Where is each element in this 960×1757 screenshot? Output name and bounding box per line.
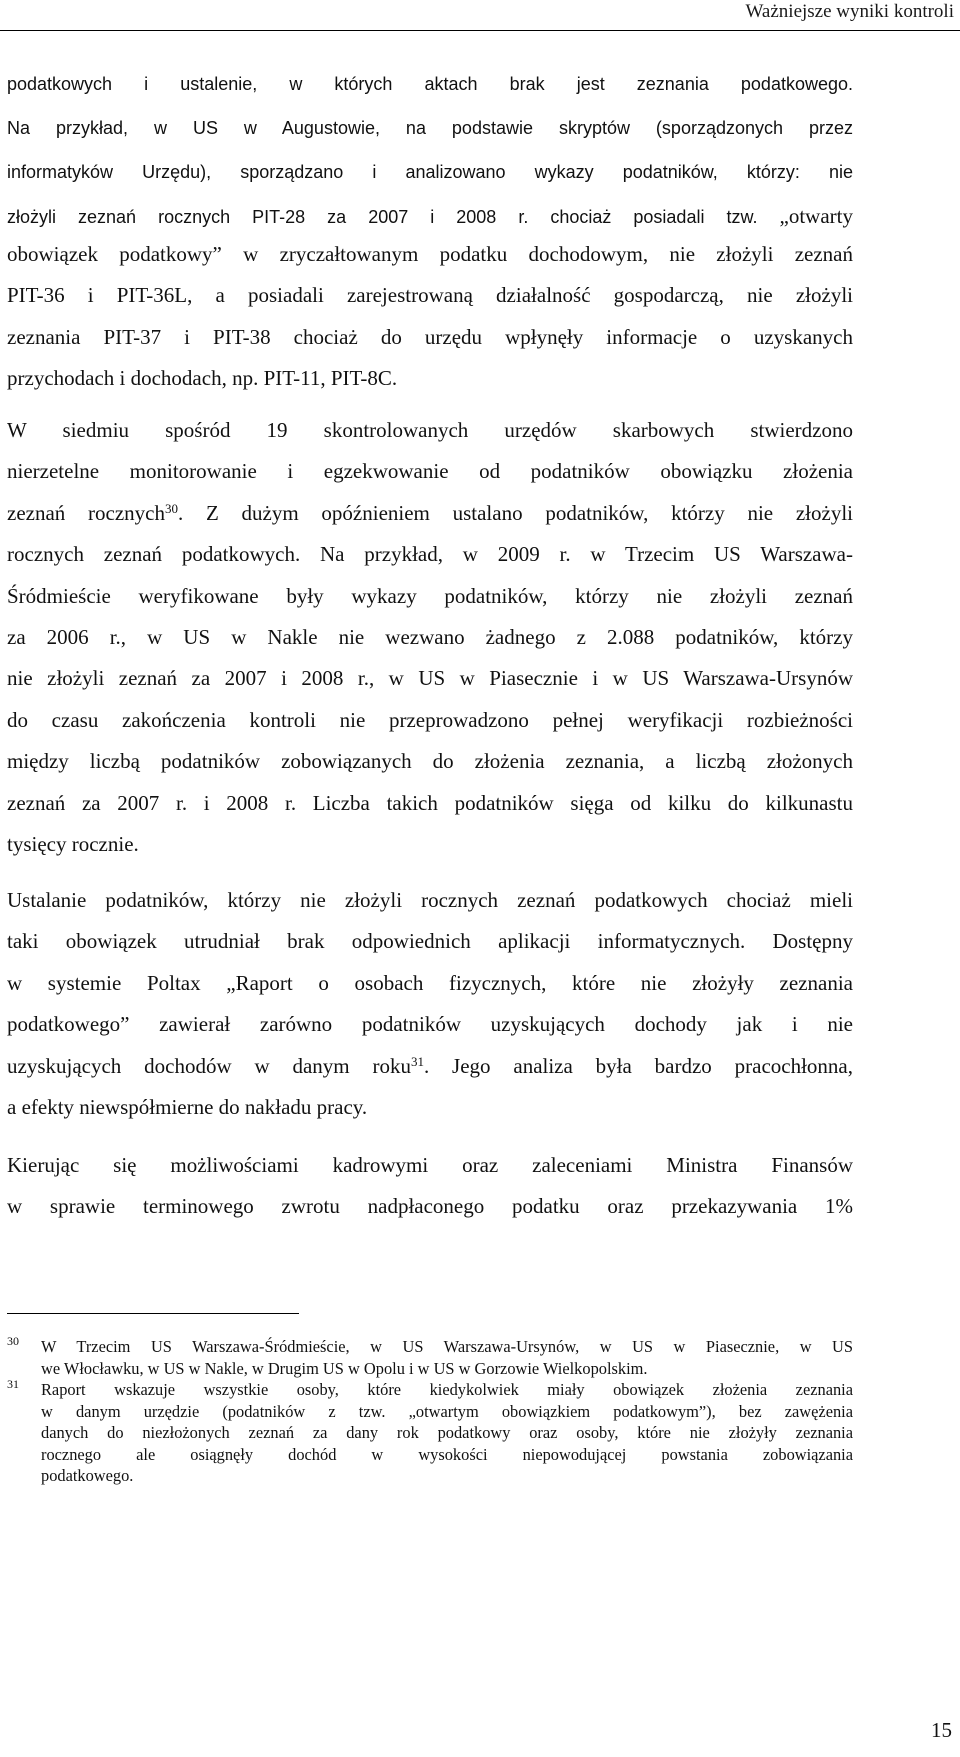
text-line: nierzetelne monitorowanie i egzekwowanie od podatników obowiązku złożenia — [7, 459, 853, 484]
text-line: Śródmieście weryfikowane były wykazy podatników, którzy nie złożyli zeznań — [7, 583, 853, 608]
page-number: 15 — [931, 1718, 952, 1742]
footnote-line: danych do niezłożonych zeznań za dany rok podatkowy oraz osoby, które nie złożyły zeznania — [41, 1423, 853, 1442]
footnote-line: Raport wskazuje wszystkie osoby, które kiedykolwiek miały obowiązek złożenia zeznania — [41, 1380, 853, 1399]
header-rule — [0, 30, 960, 31]
footnote-line: W Trzecim US Warszawa-Śródmieście, w US Warszawa-Ursynów, w US w Piasecznie, w US — [41, 1337, 853, 1356]
text-line — [7, 1046, 853, 1087]
footnote-line: we Włocławku, w US w Nakle, w Drugim US w Opolu i w US w Gorzowie Wielkopolskim. — [41, 1358, 648, 1378]
text-fragment: złożyli zeznań rocznych PIT-28 za 2007 i 2008 r. chociaż posiadali tzw. — [7, 207, 758, 227]
text-line: zeznań za 2007 r. i 2008 r. Liczba takich podatników sięga od kilku do kilkunastu — [7, 790, 853, 815]
text-line: przychodach i dochodach, np. PIT-11, PIT-8C. — [7, 366, 398, 391]
body-block-sans — [7, 62, 853, 238]
footnote-line: podatkowego. — [41, 1466, 134, 1485]
text-line — [7, 194, 853, 238]
text-line: między liczbą podatników zobowiązanych do złożenia zeznania, a liczbą złożonych — [7, 749, 853, 774]
quote-fragment: „otwarty — [779, 204, 853, 228]
footnote-number: 31 — [7, 1377, 19, 1391]
text-line: w sprawie terminowego zwrotu nadpłaconego podatku oraz przekazywania 1% — [7, 1194, 853, 1219]
footnote-number: 30 — [7, 1334, 19, 1348]
text-fragment: . Z dużym opóźnieniem ustalano podatników, którzy nie złożyli — [177, 500, 853, 525]
text-line: a efekty niewspółmierne do nakładu pracy. — [7, 1094, 368, 1119]
footnote-30 — [7, 1336, 853, 1379]
text-line: nie złożyli zeznań za 2007 i 2008 r., w US w Piasecznie i w US Warszawa-Ursynów — [7, 666, 853, 691]
text-line: w systemie Poltax „Raport o osobach fizycznych, które nie złożyły zeznania — [7, 970, 853, 995]
text-line: Kierując się możliwościami kadrowymi oraz zaleceniami Ministra Finansów — [7, 1153, 853, 1177]
footnote-separator — [7, 1313, 299, 1314]
footnote-line: rocznego ale osiągnęły dochód w wysokości niepowodującej powstania zobowiązania — [41, 1444, 853, 1464]
text-fragment: . Jego analiza była bardzo pracochłonna, — [423, 1053, 853, 1078]
text-line: W siedmiu spośród 19 skontrolowanych urzędów skarbowych stwierdzono — [7, 418, 853, 442]
text-line: taki obowiązek utrudniał brak odpowiednich aplikacji informatycznych. Dostępny — [7, 929, 853, 954]
footnote-31 — [7, 1379, 853, 1487]
running-title: Ważniejsze wyniki kontroli — [745, 1, 954, 22]
footnote-ref-31[interactable]: 31 — [410, 1053, 424, 1069]
text-line: tysięcy rocznie. — [7, 831, 139, 856]
footnotes — [7, 1336, 853, 1487]
text-line — [7, 493, 853, 534]
text-line: informatyków Urzędu), sporządzano i analizowano wykazy podatników, którzy: nie — [7, 162, 853, 182]
text-fragment: uzyskujących dochodów w danym roku — [7, 1053, 411, 1078]
text-line: PIT-36 i PIT-36L, a posiadali zarejestrowaną działalność gospodarczą, nie złożyli — [7, 283, 853, 308]
text-line: podatkowego” zawierał zarówno podatników uzyskujących dochody jak i nie — [7, 1012, 853, 1037]
text-line: zeznania PIT-37 i PIT-38 chociaż do urzędu wpłynęły informacje o uzyskanych — [7, 324, 853, 349]
text-line: rocznych zeznań podatkowych. Na przykład, w 2009 r. w Trzecim US Warszawa- — [7, 542, 853, 567]
text-fragment: zeznań rocznych — [7, 500, 165, 525]
text-line: do czasu zakończenia kontroli nie przeprowadzono pełnej weryfikacji rozbieżności — [7, 707, 853, 732]
text-line: za 2006 r., w US w Nakle nie wezwano żadnego z 2.088 podatników, którzy — [7, 624, 853, 649]
paragraph-2 — [7, 410, 853, 865]
footnote-ref-30[interactable]: 30 — [164, 500, 178, 516]
paragraph-1 — [7, 234, 853, 400]
text-line: obowiązek podatkowy” w zryczałtowanym podatku dochodowym, nie złożyli zeznań — [7, 242, 853, 266]
running-header — [0, 0, 960, 30]
footnote-line: w danym urzędzie (podatników z tzw. „otwartym obowiązkiem podatkowym”), bez zawężenia — [41, 1401, 853, 1421]
text-line: podatkowych i ustalenie, w których aktach brak jest zeznania podatkowego. — [7, 74, 853, 94]
paragraph-4 — [7, 1145, 853, 1228]
paragraph-3 — [7, 880, 853, 1128]
text-line: Na przykład, w US w Augustowie, na podstawie skryptów (sporządzonych przez — [7, 118, 853, 138]
text-line: Ustalanie podatników, którzy nie złożyli rocznych zeznań podatkowych chociaż mieli — [7, 888, 853, 912]
